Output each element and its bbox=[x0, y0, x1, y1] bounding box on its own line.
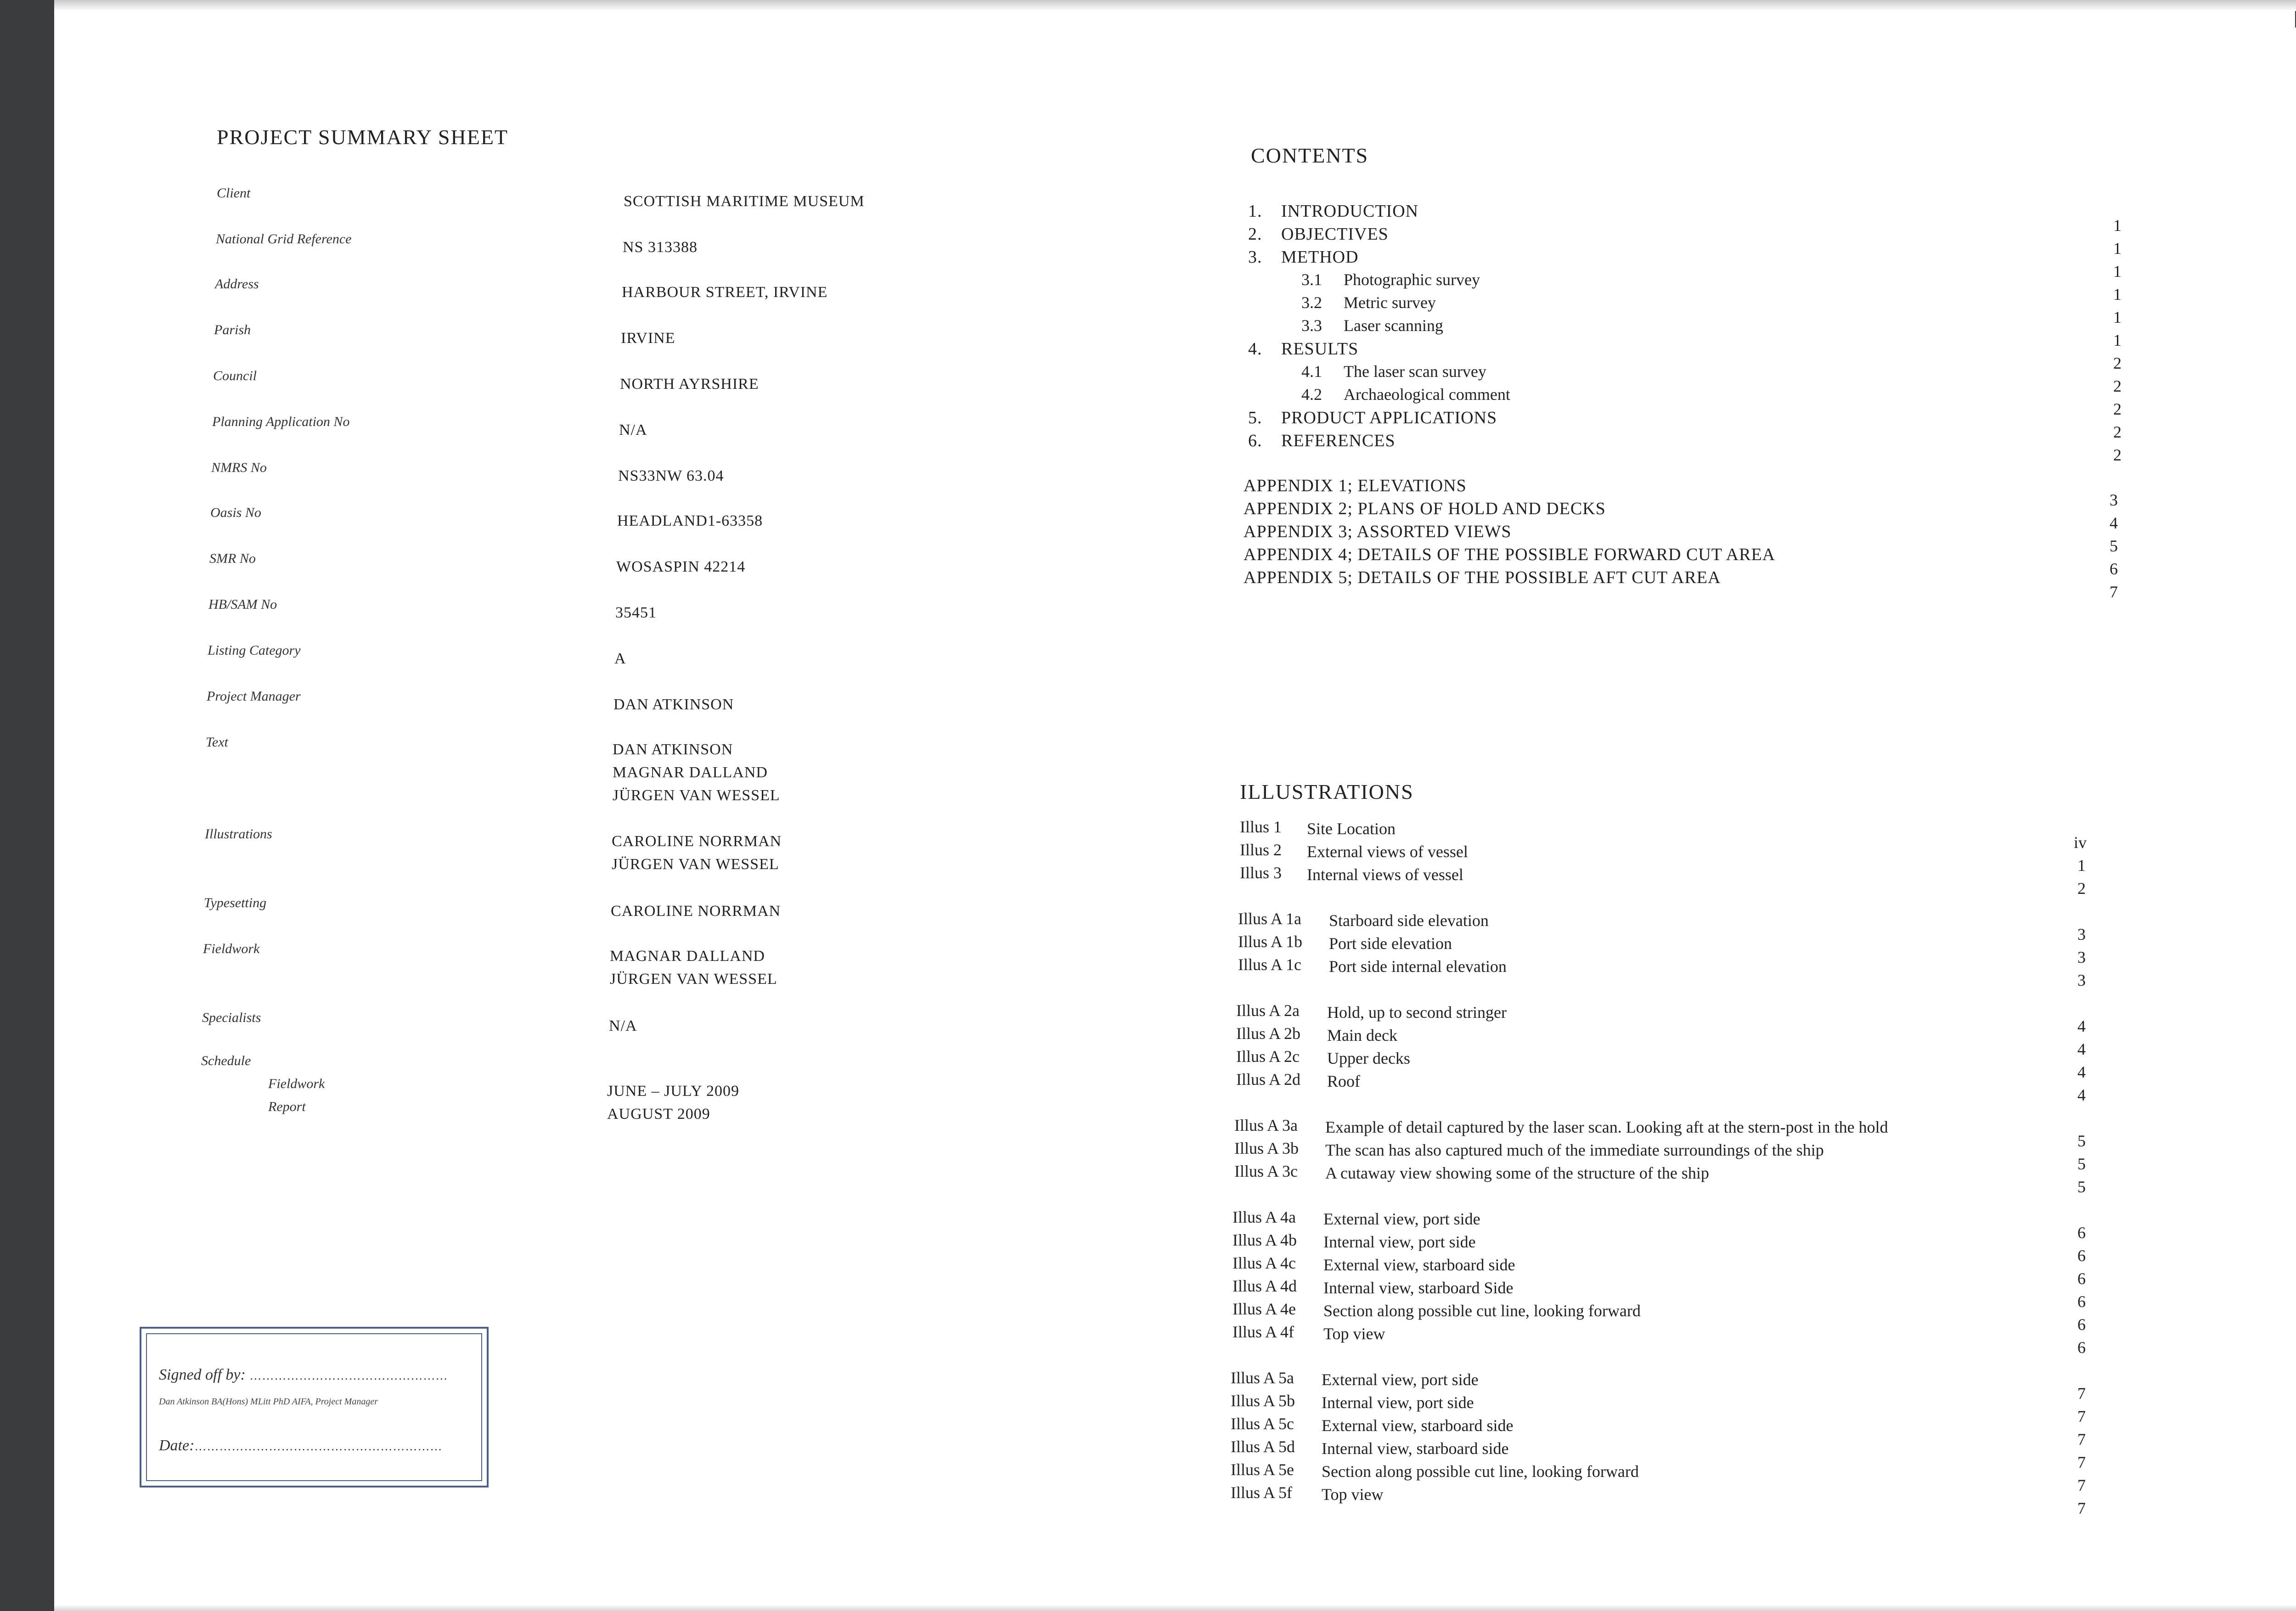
contents-entry: RESULTS bbox=[1281, 339, 1359, 359]
illustration-id: Illus A 2d bbox=[1236, 1070, 1301, 1089]
field-value: CAROLINE NORRMAN bbox=[611, 903, 781, 920]
illustration-caption: External view, starboard side bbox=[1323, 1256, 1515, 1274]
contents-page: 2 bbox=[2113, 400, 2122, 418]
illustration-caption: Internal views of vessel bbox=[1307, 865, 1463, 884]
field-value: WOSASPIN 42214 bbox=[616, 558, 746, 575]
field-value-line: MAGNAR DALLAND bbox=[613, 764, 768, 781]
contents-page: 1 bbox=[2113, 331, 2122, 349]
illustration-page: 4 bbox=[2077, 1063, 2086, 1081]
illustration-caption: External view, port side bbox=[1322, 1370, 1479, 1389]
field-label: Text bbox=[206, 735, 228, 750]
field-label: Council bbox=[213, 368, 257, 383]
signoff-box bbox=[140, 1327, 489, 1488]
field-value-line: CAROLINE NORRMAN bbox=[612, 833, 782, 850]
field-label: Typesetting bbox=[204, 895, 267, 910]
illustration-id: Illus A 1b bbox=[1238, 932, 1303, 951]
field-label: Address bbox=[215, 276, 259, 292]
contents-entry: Archaeological comment bbox=[1344, 385, 1510, 404]
illustration-id: Illus A 4e bbox=[1232, 1300, 1296, 1318]
schedule-fieldwork-label: Fieldwork bbox=[268, 1076, 325, 1091]
field-label: Project Manager bbox=[207, 689, 301, 704]
field-value: IRVINE bbox=[621, 330, 675, 347]
illustration-id: Illus A 1a bbox=[1238, 909, 1302, 928]
contents-page: 1 bbox=[2113, 308, 2122, 326]
field-value-line: DAN ATKINSON bbox=[613, 741, 733, 758]
field-label: Fieldwork bbox=[203, 941, 260, 956]
contents-number: 3. bbox=[1248, 247, 1262, 267]
illustration-page: 7 bbox=[2077, 1384, 2086, 1403]
illustration-page: 1 bbox=[2077, 856, 2086, 875]
illustration-caption: Hold, up to second stringer bbox=[1327, 1003, 1507, 1022]
field-value: NORTH AYRSHIRE bbox=[620, 376, 759, 393]
field-value: DAN ATKINSON bbox=[613, 696, 734, 713]
contents-entry: INTRODUCTION bbox=[1281, 202, 1419, 221]
appendix-page: 3 bbox=[2110, 491, 2118, 509]
field-value: SCOTTISH MARITIME MUSEUM bbox=[624, 193, 865, 210]
appendix-entry: APPENDIX 1; ELEVATIONS bbox=[1244, 476, 1467, 495]
contents-page: 1 bbox=[2113, 239, 2122, 258]
contents-entry: PRODUCT APPLICATIONS bbox=[1281, 408, 1497, 427]
field-label: Planning Application No bbox=[212, 414, 350, 429]
illustration-page: 7 bbox=[2077, 1407, 2086, 1426]
contents-entry: Photographic survey bbox=[1344, 270, 1480, 289]
spiral-binding bbox=[2278, 28, 2296, 1611]
illustration-page: 6 bbox=[2077, 1292, 2086, 1311]
illustration-id: Illus A 5d bbox=[1231, 1437, 1295, 1456]
schedule-report-value: AUGUST 2009 bbox=[607, 1106, 710, 1123]
illustration-caption: External view, port side bbox=[1323, 1210, 1480, 1228]
illustration-caption: Top view bbox=[1323, 1325, 1385, 1343]
illustration-id: Illus A 4c bbox=[1232, 1254, 1296, 1272]
illustration-page: 3 bbox=[2077, 925, 2086, 943]
signer-name: Dan Atkinson BA(Hons) MLitt PhD AIFA, Project Manager bbox=[159, 1397, 378, 1407]
illustration-caption: Internal view, starboard Side bbox=[1323, 1279, 1514, 1297]
contents-number: 3.3 bbox=[1301, 316, 1322, 335]
illustration-id: Illus A 5a bbox=[1231, 1369, 1294, 1387]
illustration-caption: A cutaway view showing some of the structure of the ship bbox=[1325, 1164, 1709, 1182]
illustration-page: 6 bbox=[2077, 1315, 2086, 1334]
field-label: Specialists bbox=[202, 1010, 261, 1025]
illustration-caption: Site Location bbox=[1307, 820, 1396, 838]
illustration-id: Illus 3 bbox=[1240, 864, 1282, 882]
field-value: HEADLAND1-63358 bbox=[617, 512, 763, 529]
contents-number: 4. bbox=[1248, 339, 1262, 359]
illustration-page: 6 bbox=[2077, 1338, 2086, 1357]
illustration-caption: The scan has also captured much of the immediate surroundings of the ship bbox=[1325, 1141, 1824, 1159]
illustration-id: Illus A 3b bbox=[1234, 1139, 1299, 1157]
illustration-page: 3 bbox=[2077, 971, 2086, 989]
illustration-caption: Internal view, starboard side bbox=[1322, 1439, 1509, 1458]
appendix-entry: APPENDIX 2; PLANS OF HOLD AND DECKS bbox=[1244, 499, 1606, 518]
appendix-entry: APPENDIX 3; ASSORTED VIEWS bbox=[1244, 522, 1512, 541]
illustration-caption: Example of detail captured by the laser scan. Looking aft at the stern-post in the hold bbox=[1325, 1118, 1888, 1136]
contents-entry: The laser scan survey bbox=[1344, 362, 1486, 381]
illustration-caption: Top view bbox=[1322, 1485, 1384, 1504]
contents-page: 1 bbox=[2113, 262, 2122, 281]
illustration-caption: Main deck bbox=[1327, 1026, 1397, 1044]
illustration-id: Illus A 2a bbox=[1236, 1001, 1300, 1020]
illustration-id: Illus A 5c bbox=[1231, 1415, 1294, 1433]
illustration-page: 4 bbox=[2077, 1086, 2086, 1104]
appendix-page: 6 bbox=[2110, 560, 2118, 578]
contents-number: 1. bbox=[1248, 202, 1262, 221]
summary-title: PROJECT SUMMARY SHEET bbox=[217, 125, 509, 149]
illustration-id: Illus A 4b bbox=[1232, 1231, 1297, 1249]
illustrations-title: ILLUSTRATIONS bbox=[1240, 780, 1414, 803]
illustration-page: iv bbox=[2074, 833, 2087, 852]
date-line: …………………………………………………… bbox=[194, 1440, 443, 1453]
field-value: NS 313388 bbox=[623, 239, 698, 256]
illustration-caption: Internal view, port side bbox=[1322, 1393, 1474, 1412]
field-label: Parish bbox=[214, 322, 251, 337]
illustration-page: 5 bbox=[2077, 1132, 2086, 1150]
illustration-caption: External views of vessel bbox=[1307, 842, 1468, 861]
illustration-id: Illus A 3a bbox=[1234, 1116, 1298, 1134]
illustration-id: Illus A 4d bbox=[1232, 1277, 1297, 1295]
schedule-fieldwork-value: JUNE – JULY 2009 bbox=[607, 1083, 740, 1100]
illustration-caption: External view, starboard side bbox=[1322, 1416, 1514, 1435]
field-value-line: JÜRGEN VAN WESSEL bbox=[610, 971, 777, 988]
field-value: N/A bbox=[609, 1017, 637, 1034]
contents-page: 1 bbox=[2113, 216, 2122, 235]
illustration-caption: Starboard side elevation bbox=[1329, 911, 1489, 930]
scan-background-left bbox=[0, 0, 55, 1611]
illustration-page: 4 bbox=[2077, 1017, 2086, 1035]
contents-number: 2. bbox=[1248, 225, 1262, 244]
contents-number: 4.2 bbox=[1301, 385, 1322, 404]
schedule-report-label: Report bbox=[268, 1099, 306, 1114]
illustration-id: Illus A 4a bbox=[1232, 1208, 1296, 1226]
contents-entry: Metric survey bbox=[1344, 293, 1436, 312]
illustration-page: 7 bbox=[2077, 1499, 2086, 1517]
date-label: Date:…………………………………………………… bbox=[159, 1437, 443, 1454]
illustration-id: Illus A 1c bbox=[1238, 955, 1302, 974]
appendix-entry: APPENDIX 5; DETAILS OF THE POSSIBLE AFT CUT AREA bbox=[1244, 568, 1721, 587]
appendix-page: 7 bbox=[2110, 583, 2118, 601]
appendix-page: 5 bbox=[2110, 537, 2118, 555]
field-label: Client bbox=[217, 185, 251, 201]
illustration-caption: Internal view, port side bbox=[1323, 1233, 1476, 1251]
field-label: Oasis No bbox=[210, 505, 261, 520]
contents-number: 4.1 bbox=[1301, 362, 1322, 381]
illustration-caption: Upper decks bbox=[1327, 1049, 1410, 1067]
illustration-id: Illus A 2b bbox=[1236, 1024, 1301, 1043]
signed-off-line: ………………………………………… bbox=[249, 1369, 448, 1382]
page-bottom-edge bbox=[54, 1605, 2296, 1611]
field-label: SMR No bbox=[209, 551, 256, 566]
illustration-id: Illus 1 bbox=[1240, 818, 1282, 836]
illustration-caption: Section along possible cut line, looking forward bbox=[1323, 1302, 1641, 1320]
contents-entry: OBJECTIVES bbox=[1281, 225, 1389, 244]
contents-number: 5. bbox=[1248, 408, 1262, 427]
illustration-caption: Roof bbox=[1327, 1072, 1360, 1090]
contents-page: 2 bbox=[2113, 377, 2122, 395]
illustration-page: 6 bbox=[2077, 1224, 2086, 1242]
illustration-page: 6 bbox=[2077, 1246, 2086, 1265]
field-label: Illustrations bbox=[205, 826, 272, 842]
illustration-page: 2 bbox=[2077, 879, 2086, 898]
illustration-id: Illus A 5f bbox=[1231, 1483, 1293, 1502]
field-value: 35451 bbox=[615, 604, 657, 621]
signoff-box-inner bbox=[146, 1333, 482, 1481]
illustration-page: 5 bbox=[2077, 1178, 2086, 1196]
field-label: HB/SAM No bbox=[208, 597, 277, 612]
field-value-line: JÜRGEN VAN WESSEL bbox=[613, 787, 780, 804]
illustration-id: Illus A 3c bbox=[1234, 1162, 1298, 1180]
illustration-id: Illus A 5e bbox=[1231, 1460, 1294, 1479]
contents-entry: REFERENCES bbox=[1281, 431, 1396, 450]
contents-number: 6. bbox=[1248, 431, 1262, 450]
illustration-page: 5 bbox=[2077, 1155, 2086, 1173]
contents-page: 2 bbox=[2113, 354, 2122, 372]
illustration-page: 3 bbox=[2077, 948, 2086, 966]
contents-entry: Laser scanning bbox=[1344, 316, 1443, 335]
field-label: Listing Category bbox=[208, 643, 301, 658]
schedule-label: Schedule bbox=[201, 1053, 251, 1068]
field-value-line: MAGNAR DALLAND bbox=[610, 948, 765, 965]
illustration-caption: Port side elevation bbox=[1329, 934, 1452, 953]
contents-entry: METHOD bbox=[1281, 247, 1359, 267]
illustration-id: Illus A 4f bbox=[1232, 1323, 1294, 1341]
field-value: HARBOUR STREET, IRVINE bbox=[622, 284, 828, 301]
illustration-page: 7 bbox=[2077, 1430, 2086, 1448]
field-label: NMRS No bbox=[211, 460, 267, 475]
illustration-caption: Port side internal elevation bbox=[1329, 957, 1507, 976]
illustration-id: Illus A 2c bbox=[1236, 1047, 1300, 1066]
field-label: National Grid Reference bbox=[216, 231, 352, 247]
field-value: N/A bbox=[619, 421, 647, 438]
field-value-line: JÜRGEN VAN WESSEL bbox=[612, 856, 779, 873]
illustration-page: 6 bbox=[2077, 1269, 2086, 1288]
illustration-page: 7 bbox=[2077, 1476, 2086, 1494]
field-value: A bbox=[614, 650, 626, 667]
page-top-edge bbox=[54, 0, 2296, 11]
illustration-page: 4 bbox=[2077, 1040, 2086, 1058]
contents-number: 3.1 bbox=[1301, 270, 1322, 289]
illustration-id: Illus A 5b bbox=[1231, 1392, 1295, 1410]
signed-off-label: Signed off by: ………………………………………… bbox=[159, 1366, 448, 1383]
contents-page: 2 bbox=[2113, 446, 2122, 464]
illustration-caption: Section along possible cut line, looking forward bbox=[1322, 1462, 1639, 1481]
illustration-id: Illus 2 bbox=[1240, 841, 1282, 859]
appendix-page: 4 bbox=[2110, 514, 2118, 532]
illustration-page: 7 bbox=[2077, 1453, 2086, 1471]
field-value: NS33NW 63.04 bbox=[618, 467, 724, 484]
appendix-entry: APPENDIX 4; DETAILS OF THE POSSIBLE FORWARD CUT AREA bbox=[1244, 545, 1776, 564]
contents-number: 3.2 bbox=[1301, 293, 1322, 312]
contents-title: CONTENTS bbox=[1251, 144, 1369, 167]
contents-page: 2 bbox=[2113, 423, 2122, 441]
contents-page: 1 bbox=[2113, 285, 2122, 303]
